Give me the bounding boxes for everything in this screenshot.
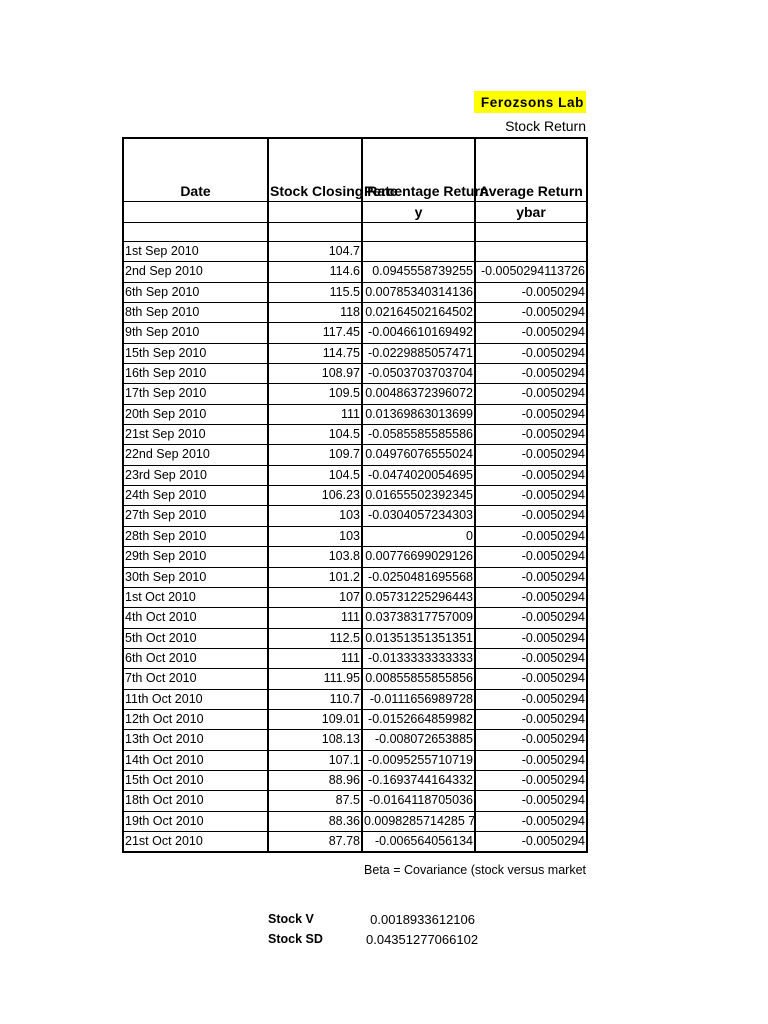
- closing-rate-cell: 111.95: [268, 669, 362, 689]
- percentage-return-cell: -0.0304057234303: [362, 506, 475, 526]
- header-percentage-return: Percentage Return: [362, 138, 475, 202]
- date-cell: 1st Oct 2010: [123, 587, 268, 607]
- date-cell: 15th Oct 2010: [123, 770, 268, 790]
- date-cell: 22nd Sep 2010: [123, 445, 268, 465]
- date-cell: 12th Oct 2010: [123, 709, 268, 729]
- closing-rate-cell: 108.13: [268, 730, 362, 750]
- average-return-cell: -0.0050294: [475, 465, 587, 485]
- table-row: [123, 465, 587, 485]
- table-row: [123, 425, 587, 445]
- table-row: [123, 750, 587, 770]
- header-row: [123, 138, 587, 202]
- date-cell: 24th Sep 2010: [123, 486, 268, 506]
- closing-rate-cell: 114.75: [268, 343, 362, 363]
- blank-row: [123, 223, 587, 242]
- average-return-cell: -0.0050294: [475, 811, 587, 831]
- percentage-return-cell: 0.01351351351351: [362, 628, 475, 648]
- table-row: [123, 343, 587, 363]
- table-row: [123, 506, 587, 526]
- table-row: [123, 709, 587, 729]
- date-cell: 17th Sep 2010: [123, 384, 268, 404]
- closing-rate-cell: 109.01: [268, 709, 362, 729]
- stock-variance-label: Stock V: [268, 912, 314, 926]
- date-cell: 13th Oct 2010: [123, 730, 268, 750]
- percentage-return-cell: 0.0098285714285 7: [362, 811, 475, 831]
- table-row: [123, 648, 587, 668]
- average-return-cell: -0.0050294: [475, 587, 587, 607]
- closing-rate-cell: 115.5: [268, 282, 362, 302]
- table-row: [123, 608, 587, 628]
- date-cell: 7th Oct 2010: [123, 669, 268, 689]
- closing-rate-cell: 118: [268, 303, 362, 323]
- closing-rate-cell: 101.2: [268, 567, 362, 587]
- closing-rate-cell: 108.97: [268, 364, 362, 384]
- average-return-cell: -0.0050294: [475, 486, 587, 506]
- percentage-return-cell: 0.00855855855856: [362, 669, 475, 689]
- percentage-return-cell: 0.00776699029126: [362, 547, 475, 567]
- average-return-cell: [475, 242, 587, 262]
- closing-rate-cell: 109.7: [268, 445, 362, 465]
- table-row: [123, 323, 587, 343]
- blank-cell: [123, 223, 268, 242]
- percentage-return-cell: 0.02164502164502: [362, 303, 475, 323]
- stock-sd-value: 0.04351277066102: [366, 932, 479, 947]
- table-row: [123, 567, 587, 587]
- date-cell: 6th Sep 2010: [123, 282, 268, 302]
- percentage-return-cell: -0.0133333333333: [362, 648, 475, 668]
- symbol-row: [123, 202, 587, 223]
- date-cell: 21st Sep 2010: [123, 425, 268, 445]
- percentage-return-cell: 0.01655502392345: [362, 486, 475, 506]
- header-average-return: Average Return: [475, 138, 587, 202]
- closing-rate-cell: 117.45: [268, 323, 362, 343]
- average-return-cell: -0.0050294: [475, 303, 587, 323]
- date-cell: 6th Oct 2010: [123, 648, 268, 668]
- date-cell: 4th Oct 2010: [123, 608, 268, 628]
- closing-rate-cell: 88.36: [268, 811, 362, 831]
- blank-cell: [268, 223, 362, 242]
- stock-return-table: [122, 137, 588, 853]
- date-cell: 29th Sep 2010: [123, 547, 268, 567]
- average-return-cell: -0.0050294: [475, 445, 587, 465]
- closing-rate-cell: 104.5: [268, 425, 362, 445]
- closing-rate-cell: 104.5: [268, 465, 362, 485]
- percentage-return-cell: 0.04976076555024: [362, 445, 475, 465]
- percentage-return-cell: 0.05731225296443: [362, 587, 475, 607]
- closing-rate-cell: 110.7: [268, 689, 362, 709]
- header-closing-rate: Stock Closing Rate: [268, 138, 362, 202]
- average-return-cell: -0.0050294: [475, 791, 587, 811]
- date-cell: 19th Oct 2010: [123, 811, 268, 831]
- date-cell: 15th Sep 2010: [123, 343, 268, 363]
- percentage-return-cell: 0: [362, 526, 475, 546]
- closing-rate-cell: 87.78: [268, 831, 362, 852]
- table-row: [123, 486, 587, 506]
- average-return-cell: -0.0050294: [475, 730, 587, 750]
- date-cell: 8th Sep 2010: [123, 303, 268, 323]
- average-return-cell: -0.0050294: [475, 282, 587, 302]
- closing-rate-cell: 87.5: [268, 791, 362, 811]
- blank-cell: [362, 223, 475, 242]
- average-return-cell: -0.0050294: [475, 404, 587, 424]
- average-return-cell: -0.0050294: [475, 425, 587, 445]
- percentage-return-cell: 0.00785340314136: [362, 282, 475, 302]
- table-row: [123, 303, 587, 323]
- date-cell: 27th Sep 2010: [123, 506, 268, 526]
- table-row: [123, 669, 587, 689]
- average-return-cell: -0.0050294113726: [475, 262, 587, 282]
- table-row: [123, 628, 587, 648]
- closing-rate-cell: 111: [268, 608, 362, 628]
- percentage-return-cell: -0.0046610169492: [362, 323, 475, 343]
- symbol-date: [123, 202, 268, 223]
- closing-rate-cell: 107: [268, 587, 362, 607]
- blank-cell: [475, 223, 587, 242]
- beta-note: Beta = Covariance (stock versus market: [364, 863, 586, 877]
- percentage-return-cell: -0.0503703703704: [362, 364, 475, 384]
- table-row: [123, 404, 587, 424]
- average-return-cell: -0.0050294: [475, 567, 587, 587]
- average-return-cell: -0.0050294: [475, 770, 587, 790]
- average-return-cell: -0.0050294: [475, 709, 587, 729]
- percentage-return-cell: 0.03738317757009: [362, 608, 475, 628]
- date-cell: 11th Oct 2010: [123, 689, 268, 709]
- symbol-closing-rate: [268, 202, 362, 223]
- average-return-cell: -0.0050294: [475, 547, 587, 567]
- average-return-cell: -0.0050294: [475, 628, 587, 648]
- average-return-cell: -0.0050294: [475, 526, 587, 546]
- table-row: [123, 587, 587, 607]
- table-row: [123, 689, 587, 709]
- table-row: [123, 242, 587, 262]
- closing-rate-cell: 103: [268, 506, 362, 526]
- percentage-return-cell: -0.1693744164332: [362, 770, 475, 790]
- date-cell: 5th Oct 2010: [123, 628, 268, 648]
- average-return-cell: -0.0050294: [475, 608, 587, 628]
- closing-rate-cell: 103: [268, 526, 362, 546]
- table-row: [123, 730, 587, 750]
- date-cell: 1st Sep 2010: [123, 242, 268, 262]
- percentage-return-cell: -0.0585585585586: [362, 425, 475, 445]
- average-return-cell: -0.0050294: [475, 648, 587, 668]
- average-return-cell: -0.0050294: [475, 343, 587, 363]
- average-return-cell: -0.0050294: [475, 750, 587, 770]
- table-row: [123, 770, 587, 790]
- closing-rate-cell: 111: [268, 404, 362, 424]
- date-cell: 28th Sep 2010: [123, 526, 268, 546]
- percentage-return-cell: 0.00486372396072: [362, 384, 475, 404]
- percentage-return-cell: -0.0111656989728: [362, 689, 475, 709]
- closing-rate-cell: 103.8: [268, 547, 362, 567]
- closing-rate-cell: 104.7: [268, 242, 362, 262]
- date-cell: 18th Oct 2010: [123, 791, 268, 811]
- percentage-return-cell: [362, 242, 475, 262]
- date-cell: 14th Oct 2010: [123, 750, 268, 770]
- percentage-return-cell: -0.0250481695568: [362, 567, 475, 587]
- average-return-cell: -0.0050294: [475, 831, 587, 852]
- percentage-return-cell: -0.006564056134: [362, 831, 475, 852]
- date-cell: 20th Sep 2010: [123, 404, 268, 424]
- symbol-ybar: ybar: [475, 202, 587, 223]
- table-row: [123, 811, 587, 831]
- header-date: Date: [123, 138, 268, 202]
- table-row: [123, 384, 587, 404]
- percentage-return-cell: -0.0164118705036: [362, 791, 475, 811]
- average-return-cell: -0.0050294: [475, 384, 587, 404]
- percentage-return-cell: -0.0152664859982: [362, 709, 475, 729]
- date-cell: 23rd Sep 2010: [123, 465, 268, 485]
- average-return-cell: -0.0050294: [475, 689, 587, 709]
- closing-rate-cell: 114.6: [268, 262, 362, 282]
- date-cell: 2nd Sep 2010: [123, 262, 268, 282]
- average-return-cell: -0.0050294: [475, 323, 587, 343]
- closing-rate-cell: 106.23: [268, 486, 362, 506]
- date-cell: 21st Oct 2010: [123, 831, 268, 852]
- percentage-return-cell: -0.0229885057471: [362, 343, 475, 363]
- symbol-y: y: [362, 202, 475, 223]
- closing-rate-cell: 109.5: [268, 384, 362, 404]
- closing-rate-cell: 107.1: [268, 750, 362, 770]
- average-return-cell: -0.0050294: [475, 506, 587, 526]
- closing-rate-cell: 112.5: [268, 628, 362, 648]
- average-return-cell: -0.0050294: [475, 364, 587, 384]
- table-row: [123, 547, 587, 567]
- table-row: [123, 526, 587, 546]
- percentage-return-cell: 0.01369863013699: [362, 404, 475, 424]
- table-row: [123, 831, 587, 852]
- percentage-return-cell: -0.0474020054695: [362, 465, 475, 485]
- table-row: [123, 282, 587, 302]
- date-cell: 9th Sep 2010: [123, 323, 268, 343]
- lab-title: Ferozsons Lab: [474, 91, 586, 113]
- average-return-cell: -0.0050294: [475, 669, 587, 689]
- table-row: [123, 445, 587, 465]
- date-cell: 16th Sep 2010: [123, 364, 268, 384]
- date-cell: 30th Sep 2010: [123, 567, 268, 587]
- stock-sd-label: Stock SD: [268, 932, 323, 946]
- closing-rate-cell: 88.96: [268, 770, 362, 790]
- percentage-return-cell: -0.0095255710719: [362, 750, 475, 770]
- stock-variance-value: 0.0018933612106: [370, 912, 475, 927]
- percentage-return-cell: -0.008072653885: [362, 730, 475, 750]
- table-row: [123, 262, 587, 282]
- table-row: [123, 791, 587, 811]
- sheet-subtitle: Stock Return: [505, 118, 586, 134]
- percentage-return-cell: 0.0945558739255: [362, 262, 475, 282]
- closing-rate-cell: 111: [268, 648, 362, 668]
- table-row: [123, 364, 587, 384]
